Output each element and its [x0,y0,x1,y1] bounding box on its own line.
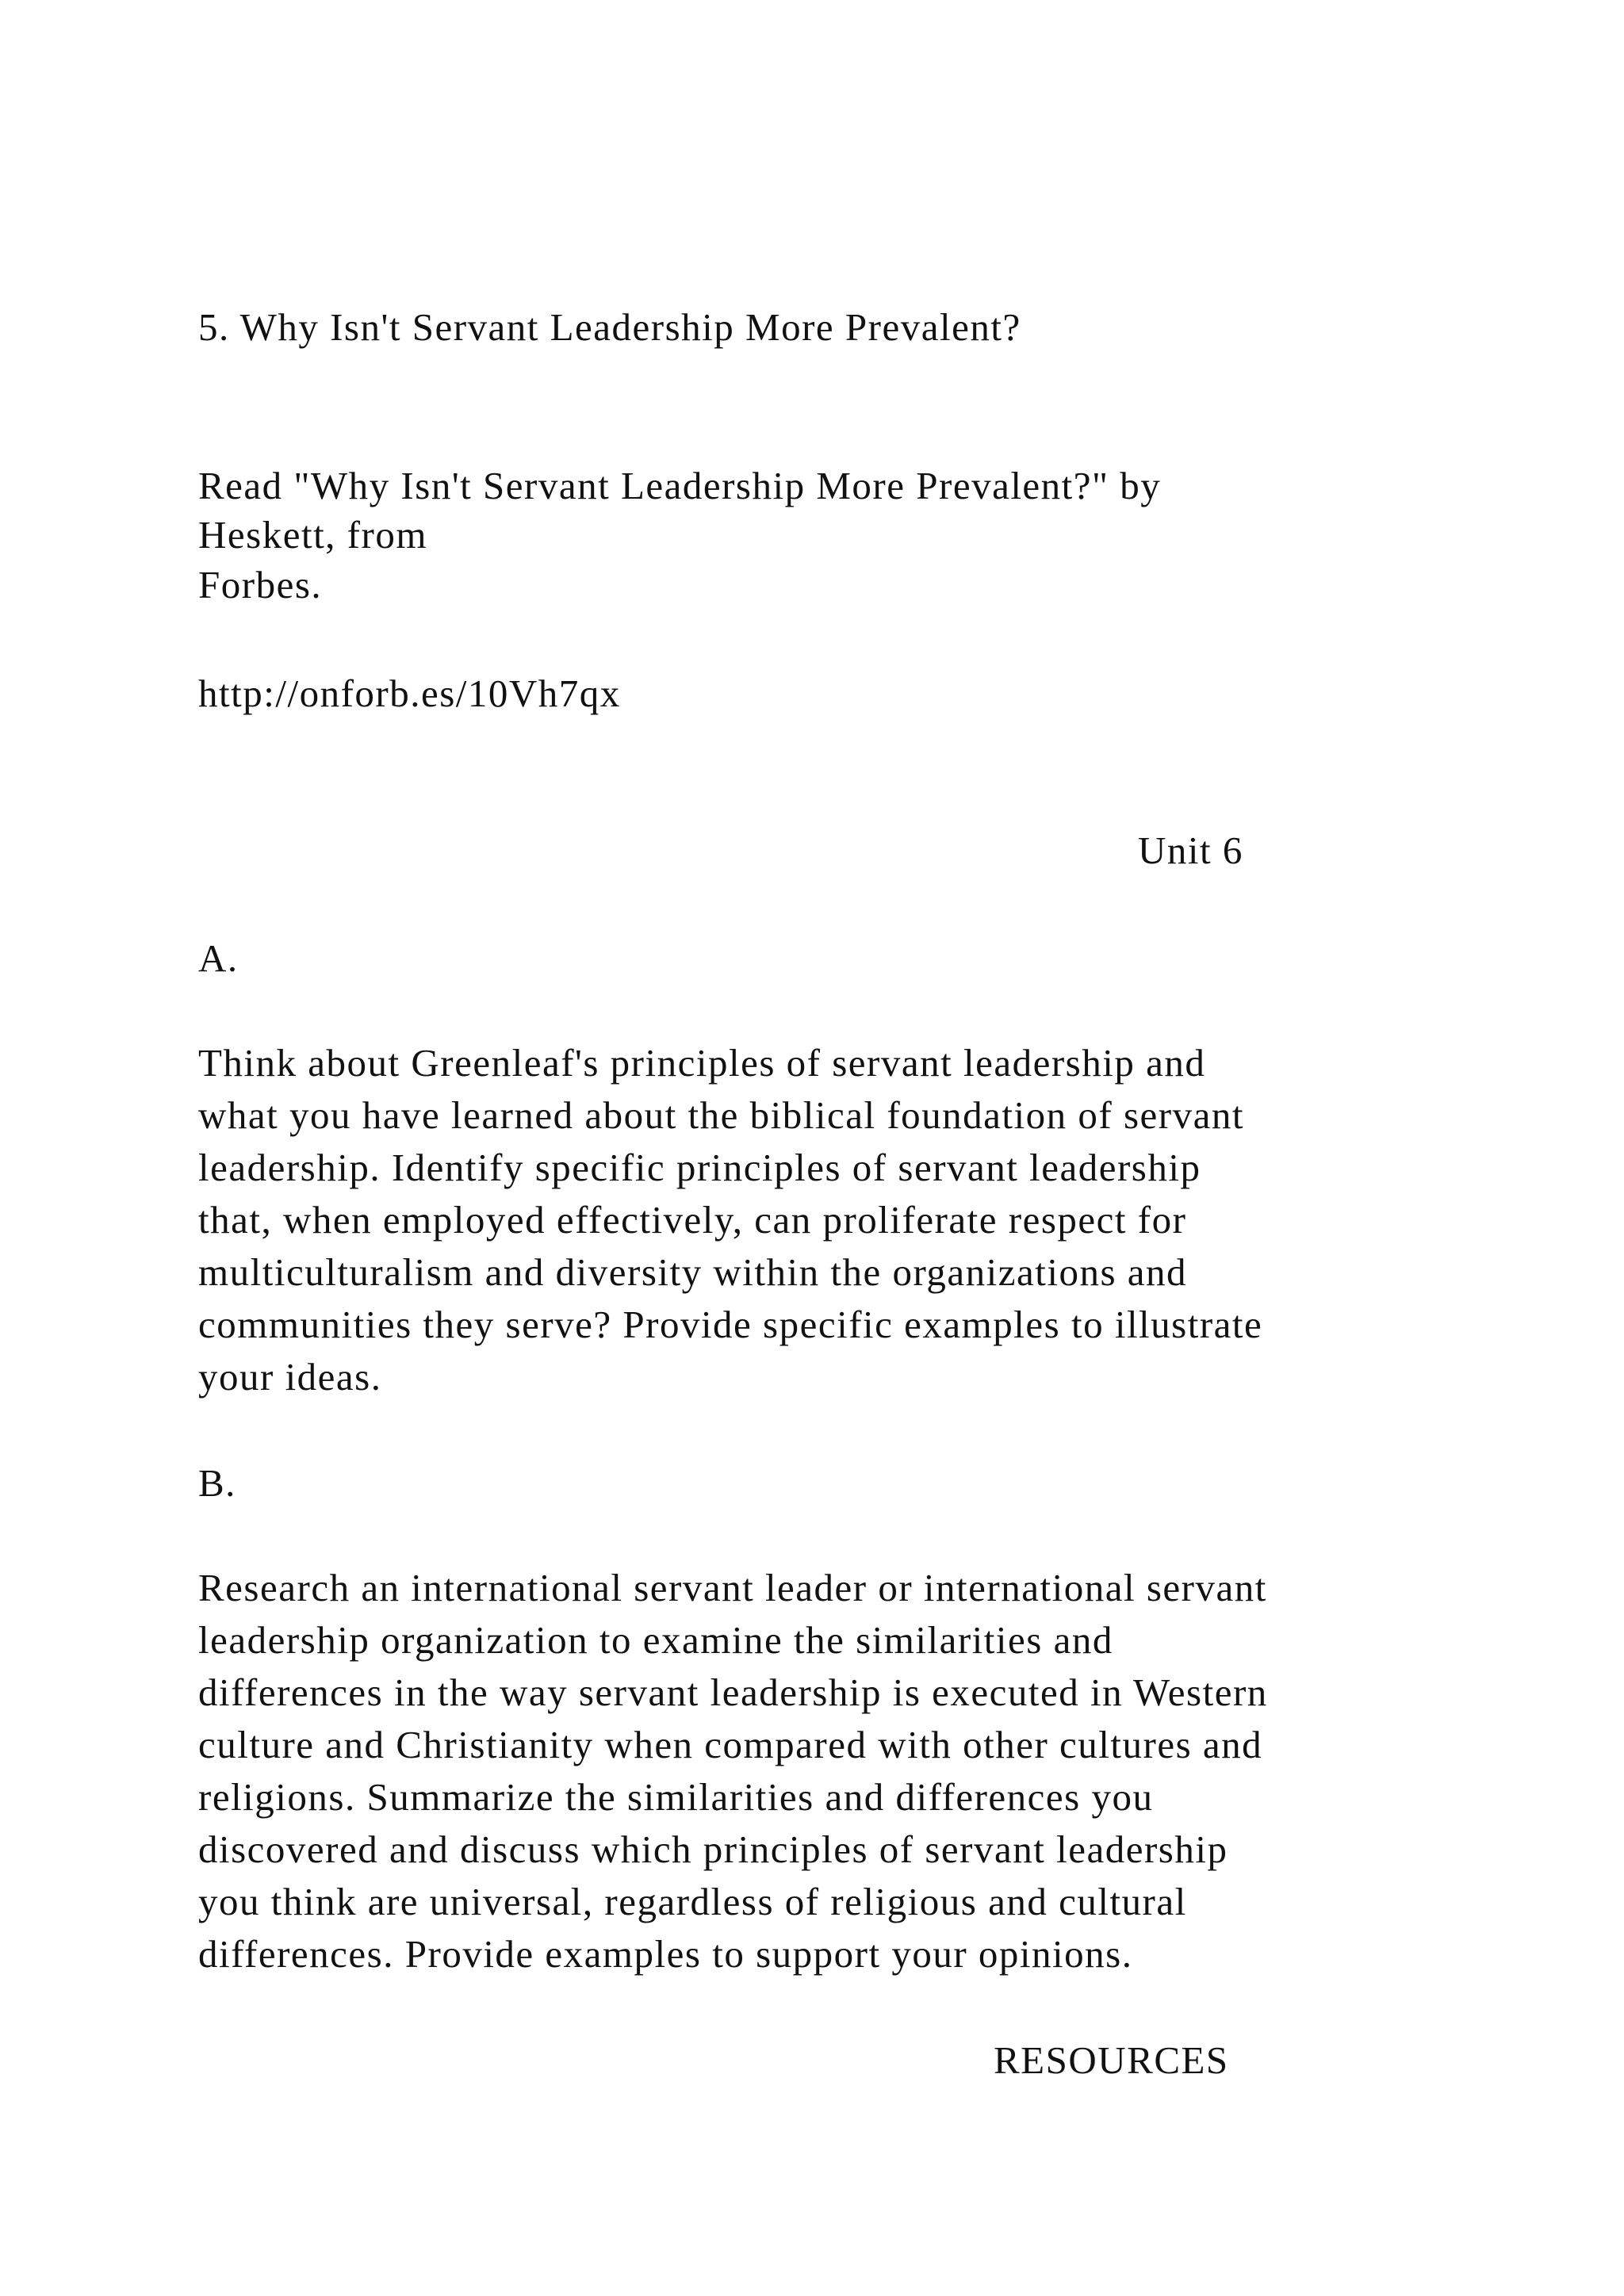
section-b-line: you think are universal, regardless of religious and cultural [198,1880,1187,1923]
section-a-line: what you have learned about the biblical foundation of servant [198,1093,1244,1137]
section-b-line: differences. Provide examples to support your opinions. [198,1932,1133,1976]
section-b-label: B. [198,1461,236,1505]
article-link[interactable]: http://onforb.es/10Vh7qx [198,672,621,715]
resources-heading: RESOURCES [994,2038,1229,2082]
read-line-1: Read "Why Isn't Servant Leadership More Prevalent?" by [198,464,1162,507]
section-a-line: Think about Greenleaf's principles of servant leadership and [198,1041,1206,1085]
section-a-line: leadership. Identify specific principles of servant leadership [198,1146,1201,1189]
section-b-line: religions. Summarize the similarities and differences you [198,1775,1154,1819]
section-a-label: A. [198,936,239,980]
unit-label: Unit 6 [1138,828,1243,872]
section-b-line: leadership organization to examine the similarities and [198,1618,1113,1662]
section-b-line: Research an international servant leader or international servant [198,1566,1267,1609]
section-a-line: that, when employed effectively, can proliferate respect for [198,1198,1187,1242]
heading: 5. Why Isn't Servant Leadership More Prevalent? [198,305,1021,349]
section-a-line: communities they serve? Provide specific examples to illustrate [198,1303,1263,1346]
section-b-line: discovered and discuss which principles of servant leadership [198,1827,1228,1871]
section-a-line: multiculturalism and diversity within the organizations and [198,1250,1188,1294]
read-line-2: Heskett, from [198,513,427,557]
section-b-line: culture and Christianity when compared with other cultures and [198,1723,1263,1766]
read-line-3: Forbes. [198,563,323,607]
section-b-line: differences in the way servant leadership is executed in Western [198,1670,1268,1714]
section-a-line: your ideas. [198,1355,382,1399]
